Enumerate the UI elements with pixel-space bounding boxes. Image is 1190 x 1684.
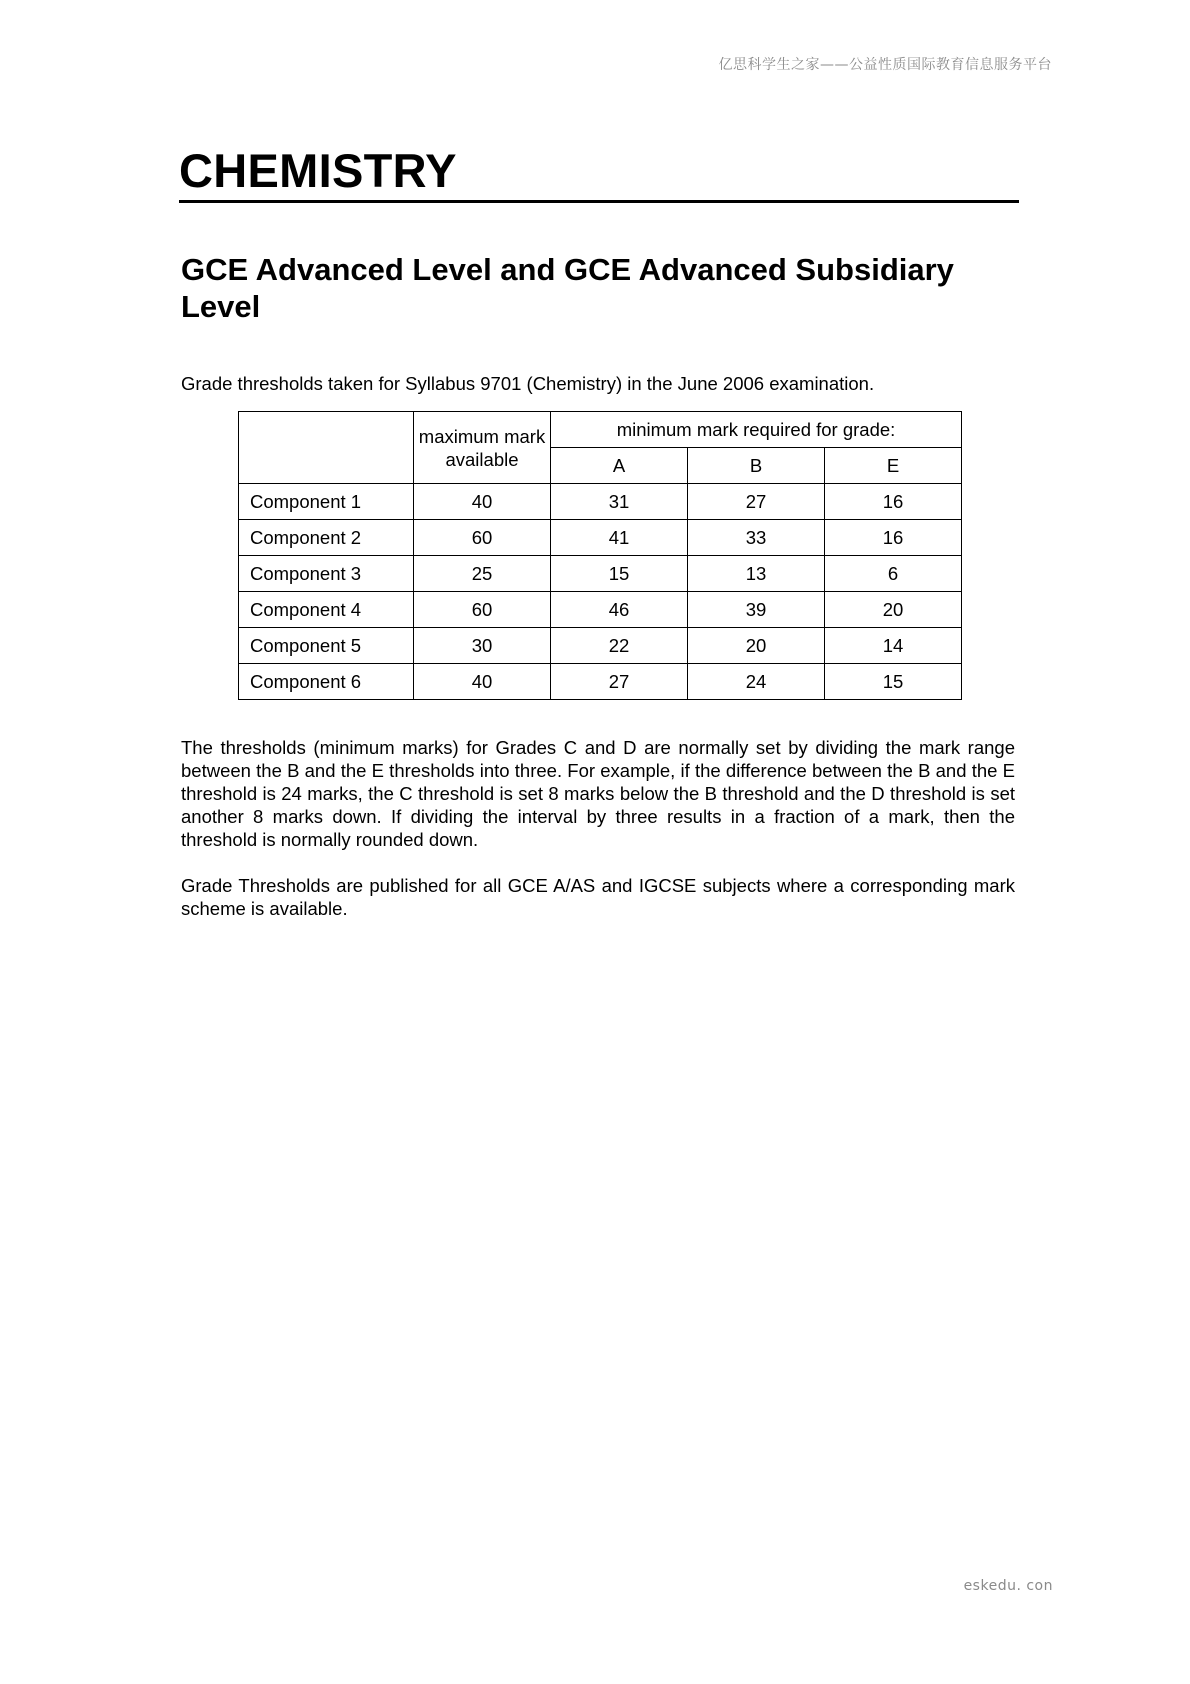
table-row: [239, 592, 962, 628]
grade-a-cell: 27: [551, 664, 688, 700]
grade-a-cell: 15: [551, 556, 688, 592]
grade-b-cell: 33: [688, 520, 825, 556]
component-name: Component 2: [239, 520, 414, 556]
watermark-header: 亿思科学生之家——公益性质国际教育信息服务平台: [718, 57, 1052, 73]
grade-header-b: B: [688, 448, 825, 484]
max-mark-header: maximum mark available: [414, 412, 551, 484]
publication-note-paragraph: Grade Thresholds are published for all GCE A/AS and IGCSE subjects where a corresponding mark scheme is available.: [181, 875, 1015, 919]
grade-b-cell: 20: [688, 628, 825, 664]
grade-e-cell: 6: [825, 556, 962, 592]
max-mark-cell: 60: [414, 592, 551, 628]
page-title: CHEMISTRY: [179, 144, 457, 197]
table-row: [239, 556, 962, 592]
grade-header-e: E: [825, 448, 962, 484]
grade-header-a: A: [551, 448, 688, 484]
level-heading: GCE Advanced Level and GCE Advanced Subsidiary Level: [181, 252, 954, 324]
component-name: Component 6: [239, 664, 414, 700]
grade-b-cell: 27: [688, 484, 825, 520]
grade-a-cell: 41: [551, 520, 688, 556]
table-header-row: [239, 412, 962, 448]
max-mark-cell: 40: [414, 484, 551, 520]
grade-e-cell: 14: [825, 628, 962, 664]
table-row: [239, 628, 962, 664]
grade-b-cell: 24: [688, 664, 825, 700]
grade-e-cell: 20: [825, 592, 962, 628]
max-mark-cell: 30: [414, 628, 551, 664]
min-mark-header: minimum mark required for grade:: [551, 412, 962, 448]
grade-e-cell: 16: [825, 484, 962, 520]
max-mark-cell: 60: [414, 520, 551, 556]
watermark-footer: eskedu. con: [963, 1578, 1053, 1594]
component-name: Component 1: [239, 484, 414, 520]
table-row: [239, 484, 962, 520]
component-name: Component 4: [239, 592, 414, 628]
grade-thresholds-table: [238, 411, 962, 700]
grade-a-cell: 31: [551, 484, 688, 520]
component-name: Component 5: [239, 628, 414, 664]
max-mark-cell: 40: [414, 664, 551, 700]
table-row: [239, 664, 962, 700]
empty-header-cell: [239, 412, 414, 484]
component-name: Component 3: [239, 556, 414, 592]
max-mark-cell: 25: [414, 556, 551, 592]
grade-b-cell: 39: [688, 592, 825, 628]
grade-b-cell: 13: [688, 556, 825, 592]
table-row: [239, 520, 962, 556]
grade-e-cell: 15: [825, 664, 962, 700]
thresholds-note-paragraph: The thresholds (minimum marks) for Grades C and D are normally set by dividing the mark range between the B and the E thresholds into three. For example, if the difference between the B and the E threshold is 24 marks, the C threshold is set 8 marks below the B threshold and the D threshold is set another 8 marks down. If dividing the interval by three results in a fraction of a mark, then the threshold is normally rounded down.: [181, 737, 1015, 850]
grade-a-cell: 46: [551, 592, 688, 628]
grade-e-cell: 16: [825, 520, 962, 556]
intro-text: Grade thresholds taken for Syllabus 9701 (Chemistry) in the June 2006 examination.: [181, 373, 875, 394]
grade-a-cell: 22: [551, 628, 688, 664]
title-underline: [179, 200, 1019, 203]
